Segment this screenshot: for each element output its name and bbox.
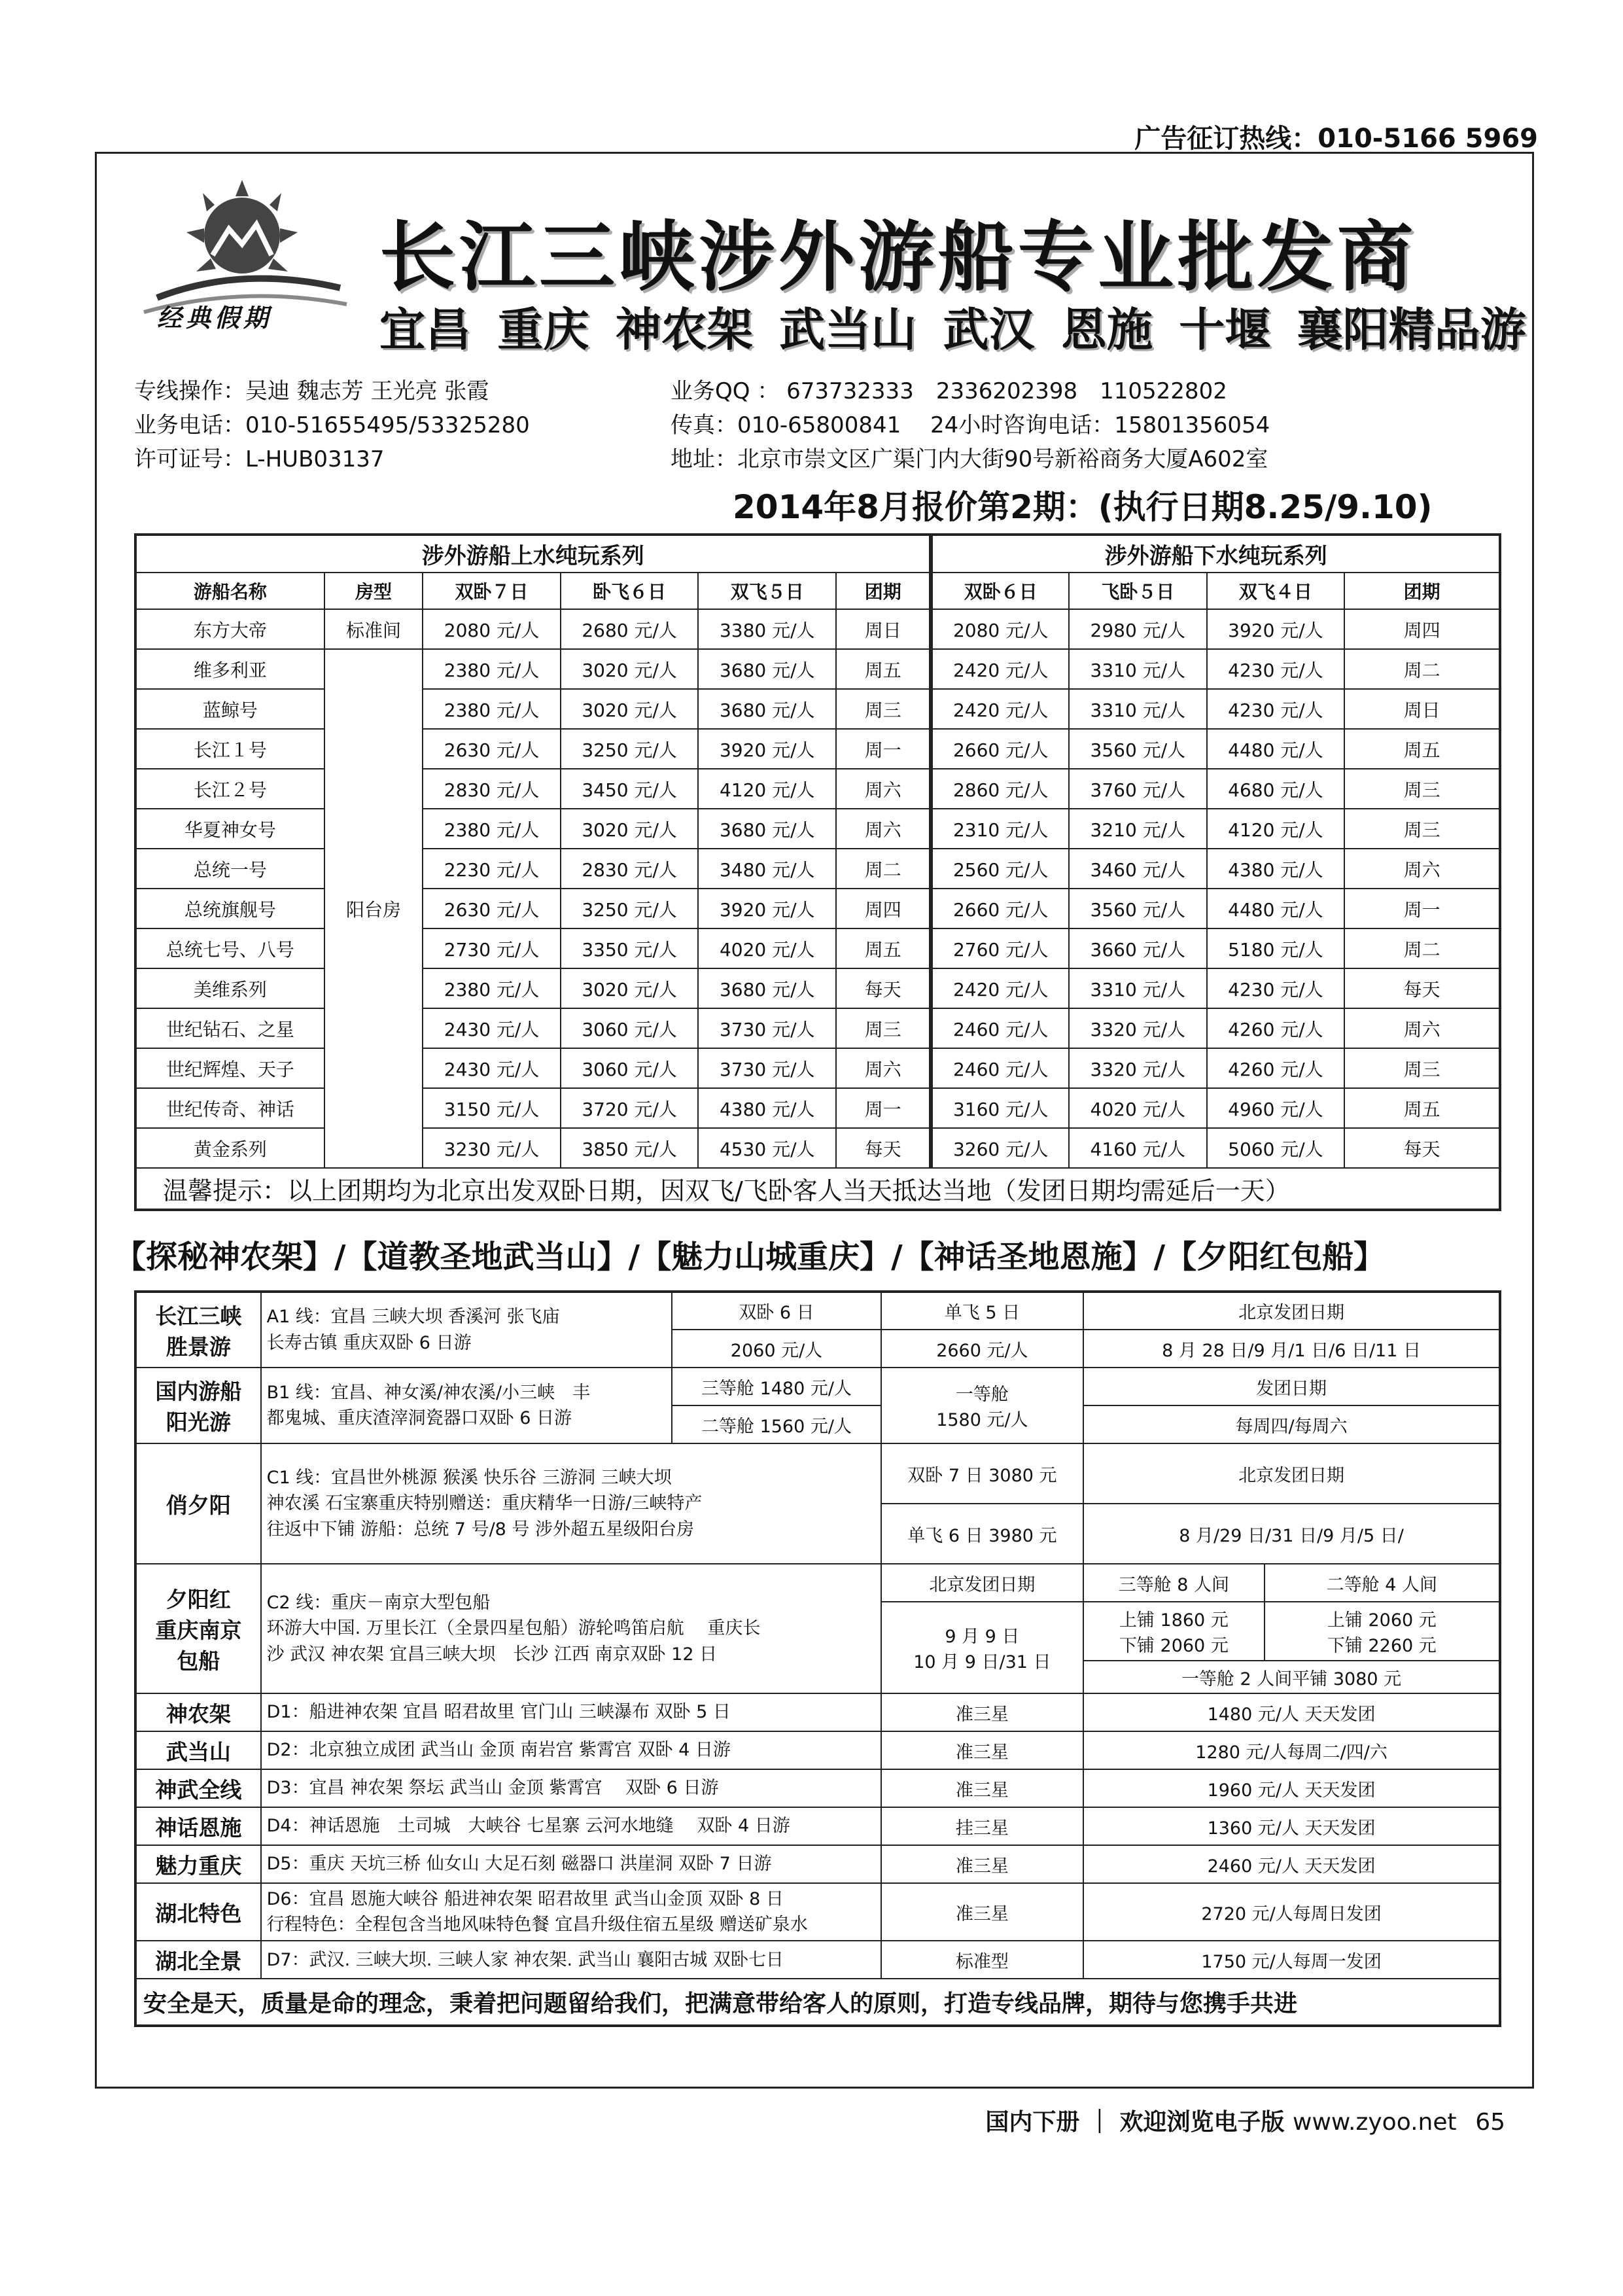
cruise-cell: 3920 元/人 — [698, 729, 836, 769]
cruise-cell: 3020 元/人 — [561, 649, 699, 689]
cruise-cell: 每天 — [1344, 968, 1500, 1008]
cruise-cell: 美维系列 — [135, 968, 324, 1008]
cruise-cell: 周五 — [1344, 1088, 1500, 1128]
route-name-b1 — [135, 1368, 261, 1443]
cruise-cell: 3720 元/人 — [561, 1088, 699, 1128]
route-price: 2460 元/人 天天发团 — [1083, 1845, 1500, 1883]
cruise-cell: 3230 元/人 — [423, 1128, 561, 1168]
cruise-cell: 3560 元/人 — [1069, 729, 1207, 769]
cruise-cell: 东方大帝 — [135, 609, 324, 649]
col-header: 双飞５日 — [698, 573, 836, 609]
cruise-cell: 4230 元/人 — [1207, 649, 1345, 689]
cruise-cell: 3020 元/人 — [561, 689, 699, 729]
cruise-cell: 3320 元/人 — [1069, 1048, 1207, 1088]
cruise-cell: 世纪钻石、之星 — [135, 1008, 324, 1048]
route-name-c2 — [135, 1564, 261, 1693]
route-desc-line: 都鬼城、重庆渣滓洞瓷器口双卧 6 日游 — [266, 1408, 572, 1428]
cruise-cell: 总统七号、八号 — [135, 928, 324, 968]
cruise-cell: 2860 元/人 — [931, 769, 1069, 809]
cruise-cell: 长江２号 — [135, 769, 324, 809]
cruise-cell: 4020 元/人 — [1069, 1088, 1207, 1128]
cruise-cell: 周四 — [1344, 609, 1500, 649]
cruise-cell: 周三 — [836, 1008, 931, 1048]
route-price: 1360 元/人 天天发团 — [1083, 1807, 1500, 1845]
cruise-cell: 周四 — [836, 889, 931, 928]
b1-price: 三等舱 1480 元/人 — [672, 1368, 881, 1405]
cruise-cell: 周二 — [1344, 928, 1500, 968]
catalog-label: 国内下册 ｜ 欢迎浏览电子版 — [985, 2109, 1285, 2136]
quote-title: 2014年8月报价第2期：(执行日期8.25/9.10) — [733, 488, 1433, 526]
cruise-cell: 周五 — [1344, 729, 1500, 769]
cruise-cell: 4530 元/人 — [698, 1128, 836, 1168]
c1-price: 单飞 6 日 3980 元 — [881, 1504, 1083, 1564]
cruise-cell: 4120 元/人 — [698, 769, 836, 809]
route-desc-line: 往返中下铺 游船：总统 7 号/8 号 涉外超五星级阳台房 — [266, 1519, 695, 1540]
cruise-cell: 长江１号 — [135, 729, 324, 769]
cruise-cell: 周二 — [1344, 649, 1500, 689]
cruise-cell: 周六 — [836, 809, 931, 849]
cruise-cell: 3460 元/人 — [1069, 849, 1207, 889]
route-row — [135, 1769, 1500, 1807]
col-header: 游船名称 — [135, 573, 324, 609]
contact-operators: 专线操作：吴迪 魏志芳 王光亮 张霞 — [134, 378, 489, 404]
route-price: 1960 元/人 天天发团 — [1083, 1769, 1500, 1807]
contact-address: 地址：北京市崇文区广渠门内大街90号新裕商务大厦A602室 — [671, 446, 1268, 472]
cruise-cell: 2460 元/人 — [931, 1048, 1069, 1088]
col-header: 飞卧５日 — [1069, 573, 1207, 609]
cruise-cell: 3480 元/人 — [698, 849, 836, 889]
cruise-cell: 周三 — [1344, 769, 1500, 809]
cruise-cell: 2420 元/人 — [931, 649, 1069, 689]
cruise-cell: 3060 元/人 — [561, 1048, 699, 1088]
cruise-cell: 周二 — [836, 849, 931, 889]
cruise-cell: 周六 — [836, 1048, 931, 1088]
cruise-cell: 2660 元/人 — [931, 729, 1069, 769]
b1-date-header: 发团日期 — [1083, 1368, 1500, 1405]
route-grade: 准三星 — [881, 1845, 1083, 1883]
route-desc-a1 — [261, 1292, 672, 1368]
route-desc-c1 — [261, 1443, 881, 1564]
c2-price-line: 上铺 1860 元 — [1119, 1610, 1229, 1631]
cruise-cell: 3250 元/人 — [561, 729, 699, 769]
route-desc-line: B1 线：宜昌、神女溪/神农溪/小三峡 丰 — [266, 1382, 591, 1403]
route-name-line: 阳光游 — [166, 1409, 231, 1435]
route-row — [135, 1807, 1500, 1845]
c2-first-class-price: 一等舱 2 人间平铺 3080 元 — [1083, 1661, 1500, 1693]
cruise-cell: 周五 — [836, 649, 931, 689]
destination-banner: 【探秘神农架】/【道教圣地武当山】/【魅力山城重庆】/【神话圣地恩施】/【夕阳红包船】 — [114, 1239, 1386, 1275]
c1-price: 双卧 7 日 3080 元 — [881, 1443, 1083, 1504]
cruise-cell: 2830 元/人 — [561, 849, 699, 889]
b1-first-class — [881, 1368, 1083, 1443]
cruise-cell: 4230 元/人 — [1207, 968, 1345, 1008]
room-type-balcony: 阳台房 — [324, 649, 423, 1168]
cruise-cell: 3760 元/人 — [1069, 769, 1207, 809]
cruise-cell: 2230 元/人 — [423, 849, 561, 889]
route-desc: D3：宜昌 神农架 祭坛 武当山 金顶 紫霄宫 双卧 6 日游 — [261, 1769, 881, 1807]
cruise-cell: 4260 元/人 — [1207, 1008, 1345, 1048]
route-desc-line: 环游大中国. 万里长江（全景四星包船）游轮鸣笛启航 重庆长 — [266, 1618, 761, 1639]
c2-third-class-prices — [1083, 1602, 1265, 1661]
cruise-cell: 世纪辉煌、天子 — [135, 1048, 324, 1088]
cruise-cell: 3450 元/人 — [561, 769, 699, 809]
col-header: 卧飞６日 — [561, 573, 699, 609]
cruise-cell: 4380 元/人 — [1207, 849, 1345, 889]
cruise-cell: 2380 元/人 — [423, 968, 561, 1008]
c2-price-line: 下铺 2260 元 — [1327, 1636, 1437, 1656]
cruise-cell: 4960 元/人 — [1207, 1088, 1345, 1128]
cruise-cell: 3310 元/人 — [1069, 968, 1207, 1008]
cruise-row — [135, 649, 1500, 689]
cruise-cell: 2730 元/人 — [423, 928, 561, 968]
cruise-cell: 周三 — [836, 689, 931, 729]
cruise-cell: 周三 — [1344, 1048, 1500, 1088]
cruise-cell: 周五 — [836, 928, 931, 968]
cruise-cell: 2080 元/人 — [423, 609, 561, 649]
route-name: 神农架 — [135, 1693, 261, 1731]
downstream-series-header: 涉外游船下水纯玩系列 — [931, 535, 1500, 573]
cruise-price-table — [134, 533, 1501, 1211]
cruise-cell: 总统一号 — [135, 849, 324, 889]
cruise-cell: 每天 — [1344, 1128, 1500, 1168]
cruise-cell: 世纪传奇、神话 — [135, 1088, 324, 1128]
route-price: 1480 元/人 天天发团 — [1083, 1693, 1500, 1731]
cruise-cell: 3920 元/人 — [698, 889, 836, 928]
cruise-row — [135, 609, 1500, 649]
cruise-cell: 3150 元/人 — [423, 1088, 561, 1128]
b1-dates: 每周四/每周六 — [1083, 1405, 1500, 1443]
col-header: 双飞４日 — [1207, 573, 1345, 609]
warm-tip: 温馨提示：以上团期均为北京出发双卧日期，因双飞/飞卧客人当天抵达当地（发团日期均需延后一天） — [135, 1168, 1500, 1210]
route-desc-line: 神农溪 石宝寨重庆特别赠送：重庆精华一日游/三峡特产 — [266, 1493, 703, 1514]
col-header: 双卧６日 — [931, 573, 1069, 609]
cruise-cell: 2380 元/人 — [423, 689, 561, 729]
cruise-cell: 3250 元/人 — [561, 889, 699, 928]
cruise-cell: 4480 元/人 — [1207, 889, 1345, 928]
c1-date-header: 北京发团日期 — [1083, 1443, 1500, 1504]
col-header: 房型 — [324, 573, 423, 609]
upstream-series-header: 涉外游船上水纯玩系列 — [135, 535, 931, 573]
cruise-cell: 2380 元/人 — [423, 809, 561, 849]
cruise-cell: 5180 元/人 — [1207, 928, 1345, 968]
a1-price: 2660 元/人 — [881, 1330, 1083, 1368]
cruise-cell: 4260 元/人 — [1207, 1048, 1345, 1088]
cruise-cell: 4020 元/人 — [698, 928, 836, 968]
cruise-cell: 3660 元/人 — [1069, 928, 1207, 968]
cruise-cell: 3560 元/人 — [1069, 889, 1207, 928]
route-name: 神话恩施 — [135, 1807, 261, 1845]
cruise-cell: 3020 元/人 — [561, 809, 699, 849]
c2-second-class-prices — [1265, 1602, 1500, 1661]
cruise-cell: 2560 元/人 — [931, 849, 1069, 889]
route-name-c1: 俏夕阳 — [135, 1443, 261, 1564]
route-name-line: 胜景游 — [166, 1333, 231, 1360]
route-grade-d7: 标准型 — [881, 1941, 1083, 1979]
c2-dates — [881, 1602, 1083, 1693]
cruise-cell: 3680 元/人 — [698, 649, 836, 689]
route-grade: 挂三星 — [881, 1807, 1083, 1845]
cruise-cell: 每天 — [836, 1128, 931, 1168]
c1-dates: 8 月/29 日/31 日/9 月/5 日/ — [1083, 1504, 1500, 1564]
cruise-cell: 2630 元/人 — [423, 889, 561, 928]
route-price-d7: 1750 元/人每周一发团 — [1083, 1941, 1500, 1979]
cruise-cell: 2680 元/人 — [561, 609, 699, 649]
route-desc: D2：北京独立成团 武当山 金顶 南岩宫 紫霄宫 双卧 4 日游 — [261, 1731, 881, 1769]
page-title: 长江三峡涉外游船专业批发商 — [379, 213, 1417, 302]
route-desc-line: A1 线：宜昌 三峡大坝 香溪河 张飞庙 — [266, 1307, 560, 1328]
contact-fax: 传真：010-65800841 24小时咨询电话：15801356054 — [671, 412, 1270, 438]
cruise-cell: 4230 元/人 — [1207, 689, 1345, 729]
a1-date-header: 北京发团日期 — [1083, 1292, 1500, 1330]
cruise-cell: 3060 元/人 — [561, 1008, 699, 1048]
b1-first-class-line: 1580 元/人 — [936, 1410, 1028, 1430]
route-name-line: 重庆南京 — [155, 1617, 242, 1643]
route-desc-c2 — [261, 1564, 881, 1693]
b1-first-class-line: 一等舱 — [955, 1385, 1009, 1405]
route-name-line: 包船 — [177, 1648, 220, 1674]
ad-hotline: 广告征订热线：010-5166 5969 — [1134, 124, 1538, 154]
cruise-cell: 3310 元/人 — [1069, 689, 1207, 729]
cruise-cell: 4160 元/人 — [1069, 1128, 1207, 1168]
cruise-cell: 2380 元/人 — [423, 649, 561, 689]
route-name: 魅力重庆 — [135, 1845, 261, 1883]
cruise-cell: 4480 元/人 — [1207, 729, 1345, 769]
col-header: 团期 — [836, 573, 931, 609]
route-desc-d7: D7：武汉. 三峡大坝. 三峡人家 神农架. 武当山 襄阳古城 双卧七日 — [261, 1941, 881, 1979]
route-desc: D1：船进神农架 宜昌 昭君故里 官门山 三峡瀑布 双卧 5 日 — [261, 1693, 881, 1731]
cruise-cell: 周日 — [1344, 689, 1500, 729]
route-desc: D4：神话恩施 土司城 大峡谷 七星寨 云河水地缝 双卧 4 日游 — [261, 1807, 881, 1845]
d-route-rows — [135, 1693, 1500, 1883]
cruise-cell: 2630 元/人 — [423, 729, 561, 769]
route-grade: 准三星 — [881, 1769, 1083, 1807]
cruise-cell: 3380 元/人 — [698, 609, 836, 649]
cruise-cell: 3730 元/人 — [698, 1048, 836, 1088]
cruise-cell: 3310 元/人 — [1069, 649, 1207, 689]
cruise-cell: 2430 元/人 — [423, 1048, 561, 1088]
route-grade-d6: 准三星 — [881, 1883, 1083, 1941]
page-footer — [985, 2104, 1505, 2137]
route-desc-line: 行程特色：全程包含当地风味特色餐 宜昌升级住宿五星级 赠送矿泉水 — [266, 1915, 808, 1935]
route-desc-b1 — [261, 1368, 672, 1443]
route-name: 武当山 — [135, 1731, 261, 1769]
route-desc-d6 — [261, 1883, 881, 1941]
cruise-cell: 3680 元/人 — [698, 809, 836, 849]
cruise-cell: 3850 元/人 — [561, 1128, 699, 1168]
cruise-cell: 2760 元/人 — [931, 928, 1069, 968]
route-row — [135, 1845, 1500, 1883]
a1-dates: 8 月 28 日/9 月/1 日/6 日/11 日 — [1083, 1330, 1500, 1368]
cruise-cell: 周一 — [836, 1088, 931, 1128]
cruise-cell: 4680 元/人 — [1207, 769, 1345, 809]
a1-price: 2060 元/人 — [672, 1330, 881, 1368]
cruise-cell: 总统旗舰号 — [135, 889, 324, 928]
route-grade: 准三星 — [881, 1731, 1083, 1769]
cruise-cell: 2420 元/人 — [931, 689, 1069, 729]
route-row — [135, 1731, 1500, 1769]
page-subtitle: 宜昌 重庆 神农架 武当山 武汉 恩施 十堰 襄阳精品游 — [379, 303, 1526, 357]
cruise-cell: 3350 元/人 — [561, 928, 699, 968]
quality-slogan: 安全是天，质量是命的理念，秉着把问题留给我们，把满意带给客人的原则，打造专线品牌，期待与您携手共进 — [135, 1979, 1500, 2026]
room-type-standard: 标准间 — [324, 609, 423, 649]
route-desc-line: C1 线：宜昌世外桃源 猴溪 快乐谷 三游洞 三峡大坝 — [266, 1468, 672, 1489]
route-row — [135, 1693, 1500, 1731]
route-grade: 准三星 — [881, 1693, 1083, 1731]
cruise-cell: 3320 元/人 — [1069, 1008, 1207, 1048]
c2-date-line: 9 月 9 日 — [945, 1627, 1020, 1647]
b1-price: 二等舱 1560 元/人 — [672, 1405, 881, 1443]
cruise-cell: 2310 元/人 — [931, 809, 1069, 849]
route-desc-line: D6：宜昌 恩施大峡谷 船进神农架 昭君故里 武当山金顶 双卧 8 日 — [266, 1889, 784, 1909]
route-name-line: 国内游船 — [155, 1379, 242, 1404]
cruise-cell: 2980 元/人 — [1069, 609, 1207, 649]
route-name-d7: 湖北全景 — [135, 1941, 261, 1979]
c2-date-line: 10 月 9 日/31 日 — [913, 1652, 1051, 1672]
sun-logo — [131, 167, 353, 337]
contact-qq: 业务QQ ： 673732333 2336202398 110522802 — [671, 378, 1227, 404]
cruise-cell: 黄金系列 — [135, 1128, 324, 1168]
cruise-cell: 4120 元/人 — [1207, 809, 1345, 849]
cruise-cell: 3680 元/人 — [698, 689, 836, 729]
cruise-cell: 2830 元/人 — [423, 769, 561, 809]
route-name-d6: 湖北特色 — [135, 1883, 261, 1941]
col-header: 双卧７日 — [423, 573, 561, 609]
c2-date-header: 北京发团日期 — [881, 1564, 1083, 1602]
page-number: 65 — [1475, 2109, 1505, 2136]
route-name: 神武全线 — [135, 1769, 261, 1807]
col-header: 团期 — [1344, 573, 1500, 609]
cruise-cell: 周一 — [1344, 889, 1500, 928]
cruise-cell: 周六 — [1344, 1008, 1500, 1048]
cruise-cell: 4380 元/人 — [698, 1088, 836, 1128]
a1-price-header: 单飞 5 日 — [881, 1292, 1083, 1330]
route-desc: D5：重庆 天坑三桥 仙女山 大足石刻 磁器口 洪崖洞 双卧 7 日游 — [261, 1845, 881, 1883]
cruise-cell: 3020 元/人 — [561, 968, 699, 1008]
c2-second-class-header: 二等舱 4 人间 — [1265, 1564, 1500, 1602]
cruise-cell: 2080 元/人 — [931, 609, 1069, 649]
contact-phone: 业务电话：010-51655495/53325280 — [134, 412, 530, 438]
cruise-cell: 3260 元/人 — [931, 1128, 1069, 1168]
logo-text: 经典假期 — [157, 304, 273, 332]
c2-price-line: 上铺 2060 元 — [1327, 1610, 1437, 1631]
cruise-cell: 3730 元/人 — [698, 1008, 836, 1048]
route-desc-line: 长寿古镇 重庆双卧 6 日游 — [266, 1332, 472, 1353]
cruise-cell: 3680 元/人 — [698, 968, 836, 1008]
a1-price-header: 双卧 6 日 — [672, 1292, 881, 1330]
cruise-cell: 2420 元/人 — [931, 968, 1069, 1008]
website-link[interactable]: www.zyoo.net — [1293, 2109, 1457, 2136]
cruise-cell: 2430 元/人 — [423, 1008, 561, 1048]
cruise-cell: 每天 — [836, 968, 931, 1008]
cruise-cell: 3160 元/人 — [931, 1088, 1069, 1128]
route-price: 1280 元/人每周二/四/六 — [1083, 1731, 1500, 1769]
contact-license: 许可证号：L-HUB03137 — [134, 446, 385, 472]
route-name-line: 长江三峡 — [155, 1303, 242, 1329]
cruise-table-body — [135, 609, 1500, 1168]
cruise-cell: 2660 元/人 — [931, 889, 1069, 928]
cruise-cell: 3210 元/人 — [1069, 809, 1207, 849]
route-desc-line: C2 线：重庆－南京大型包船 — [266, 1593, 491, 1614]
cruise-cell: 维多利亚 — [135, 649, 324, 689]
cruise-cell: 周六 — [836, 769, 931, 809]
route-name-a1 — [135, 1292, 261, 1368]
cruise-cell: 5060 元/人 — [1207, 1128, 1345, 1168]
cruise-cell: 周日 — [836, 609, 931, 649]
c2-price-line: 下铺 2060 元 — [1119, 1636, 1229, 1656]
route-price-d6: 2720 元/人每周日发团 — [1083, 1883, 1500, 1941]
cruise-cell: 周一 — [836, 729, 931, 769]
cruise-cell: 周六 — [1344, 849, 1500, 889]
cruise-cell: 蓝鲸号 — [135, 689, 324, 729]
tour-route-table — [134, 1290, 1501, 2027]
c2-third-class-header: 三等舱 8 人间 — [1083, 1564, 1265, 1602]
route-desc-line: 沙 武汉 神农架 宜昌三峡大坝 长沙 江西 南京双卧 12 日 — [266, 1644, 718, 1665]
cruise-cell: 3920 元/人 — [1207, 609, 1345, 649]
cruise-cell: 周三 — [1344, 809, 1500, 849]
route-name-line: 夕阳红 — [166, 1586, 231, 1612]
cruise-cell: 2460 元/人 — [931, 1008, 1069, 1048]
cruise-cell: 华夏神女号 — [135, 809, 324, 849]
